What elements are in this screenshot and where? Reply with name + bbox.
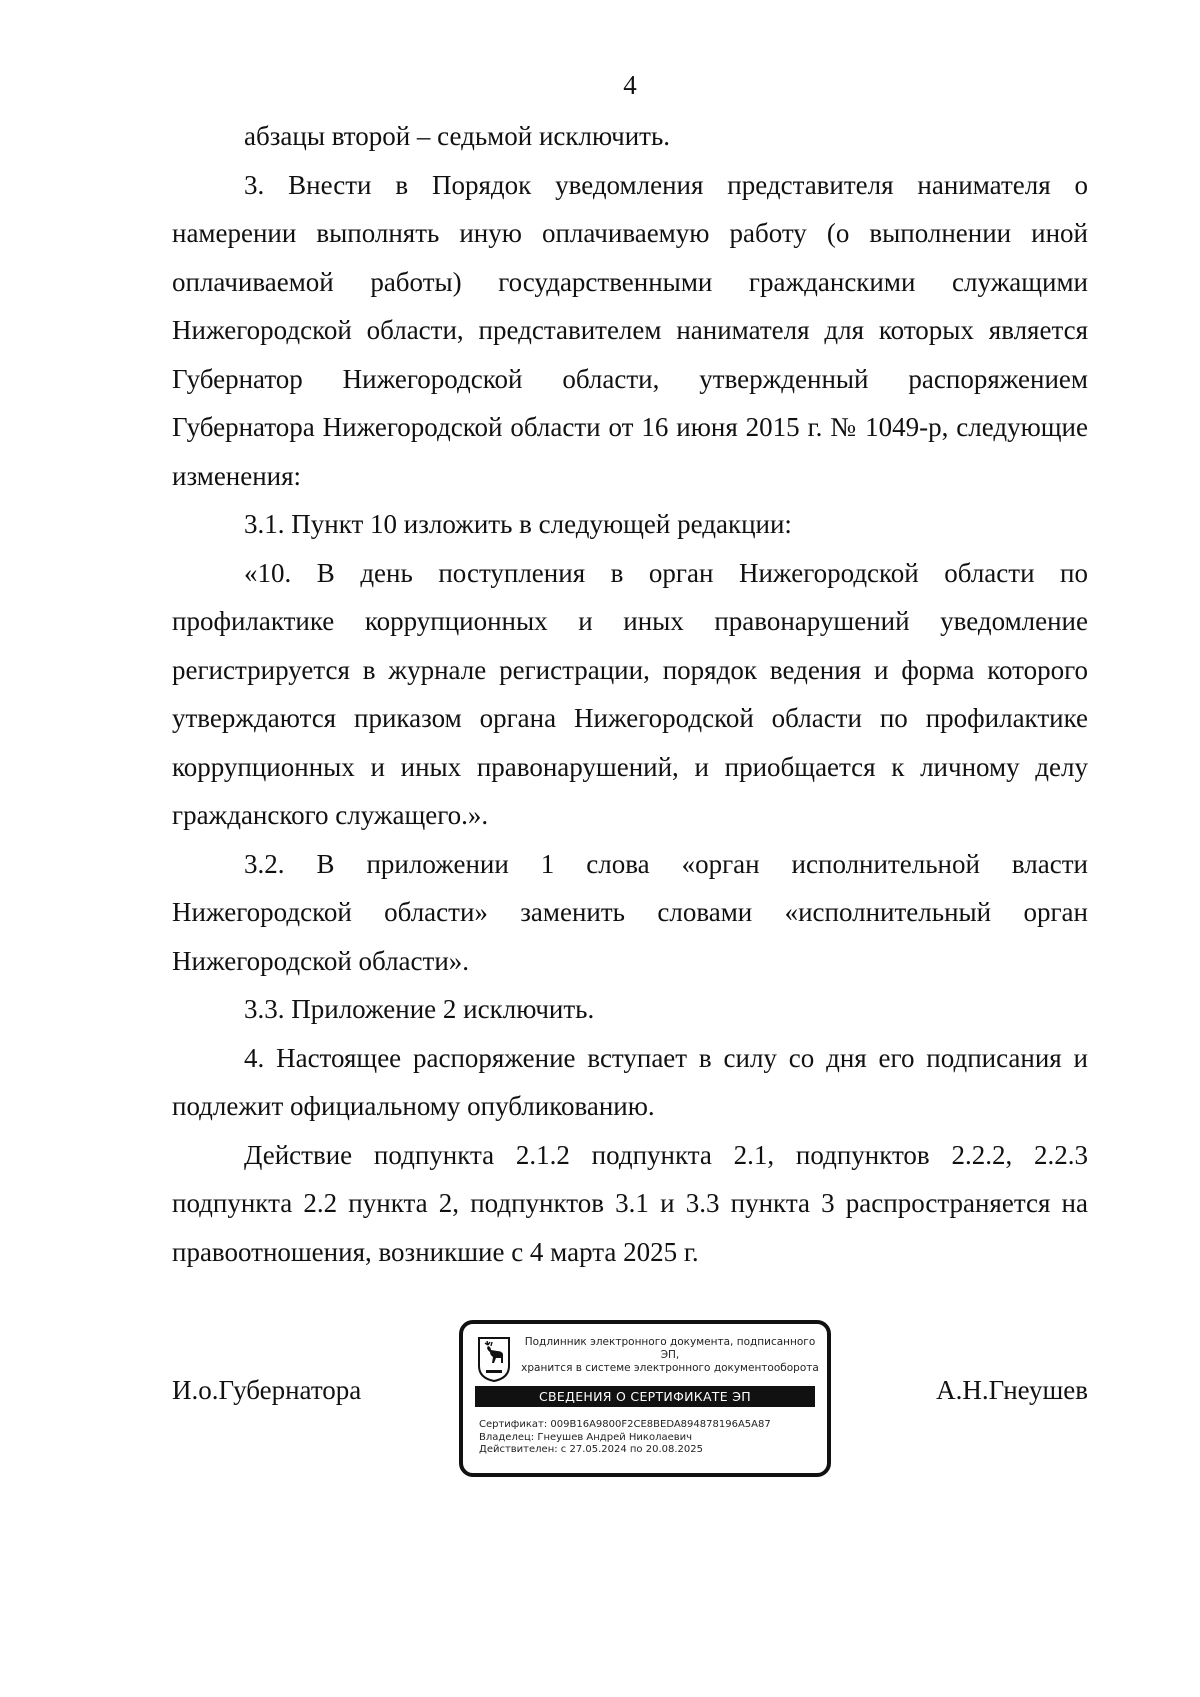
certificate-banner: СВЕДЕНИЯ О СЕРТИФИКАТЕ ЭП (475, 1386, 815, 1407)
signature-block (172, 1320, 1088, 1480)
certificate-number: Сертификат: 009B16A9800F2CE8BEDA894878196A5A87 (479, 1419, 771, 1430)
paragraph: Действие подпункта 2.1.2 подпункта 2.1, подпунктов 2.2.2, 2.2.3 подпункта 2.2 пункта 2, подпунктов 3.1 и 3.3 пункта 3 распространяется на правоотношения, возникшие с 4 марта 2025 г. (172, 1139, 1088, 1267)
original-note-line: Подлинник электронного документа, подписанного ЭП, (524, 1336, 816, 1361)
document-body (172, 112, 1088, 1276)
original-note-line: хранится в системе электронного документооборота (521, 1362, 819, 1374)
original-storage-note (517, 1336, 823, 1375)
paragraph: 3. Внести в Порядок уведомления представителя нанимателя о намерении выполнять иную оплачиваемую работу (о выполнении иной оплачиваемой работы) государственными гражданскими служащими Нижегородской области, представителем нанимателя для которых является Губернатор Нижегородской области, утвержденный распоряжением Губернатора Нижегородской области от 16 июня 2015 г. № 1049-р, следующие изменения: (172, 169, 1088, 491)
paragraph: «10. В день поступления в орган Нижегородской области по профилактике коррупционных и иных правонарушений уведомление регистрируется в журнале регистрации, порядок ведения и форма которого утверждаются приказом органа Нижегородской области по профилактике коррупционных и иных правонарушений, и приобщается к личному делу гражданского служащего.». (172, 557, 1088, 830)
paragraph: 3.1. Пункт 10 изложить в следующей редакции: (244, 509, 792, 539)
deer-coat-of-arms-icon (477, 1336, 511, 1382)
certificate-owner: Владелец: Гнеушев Андрей Николаевич (479, 1431, 693, 1443)
paragraph: 3.3. Приложение 2 исключить. (244, 994, 595, 1024)
paragraph: 4. Настоящее распоряжение вступает в силу со дня его подписания и подлежит официальному опубликованию. (172, 1042, 1088, 1121)
certificate-validity: Действителен: с 27.05.2024 по 20.08.2025 (479, 1444, 703, 1455)
electronic-signature-stamp (459, 1320, 831, 1477)
page-number: 4 (623, 70, 637, 100)
paragraph: 3.2. В приложении 1 слова «орган исполнительной власти Нижегородской области» заменить словами «исполнительный орган Нижегородской области». (172, 848, 1088, 976)
paragraph: абзацы второй – седьмой исключить. (244, 121, 671, 151)
signatory-position: И.о.Губернатора (172, 1375, 362, 1405)
certificate-details (479, 1419, 819, 1457)
signatory-name: А.Н.Гнеушев (936, 1375, 1088, 1405)
